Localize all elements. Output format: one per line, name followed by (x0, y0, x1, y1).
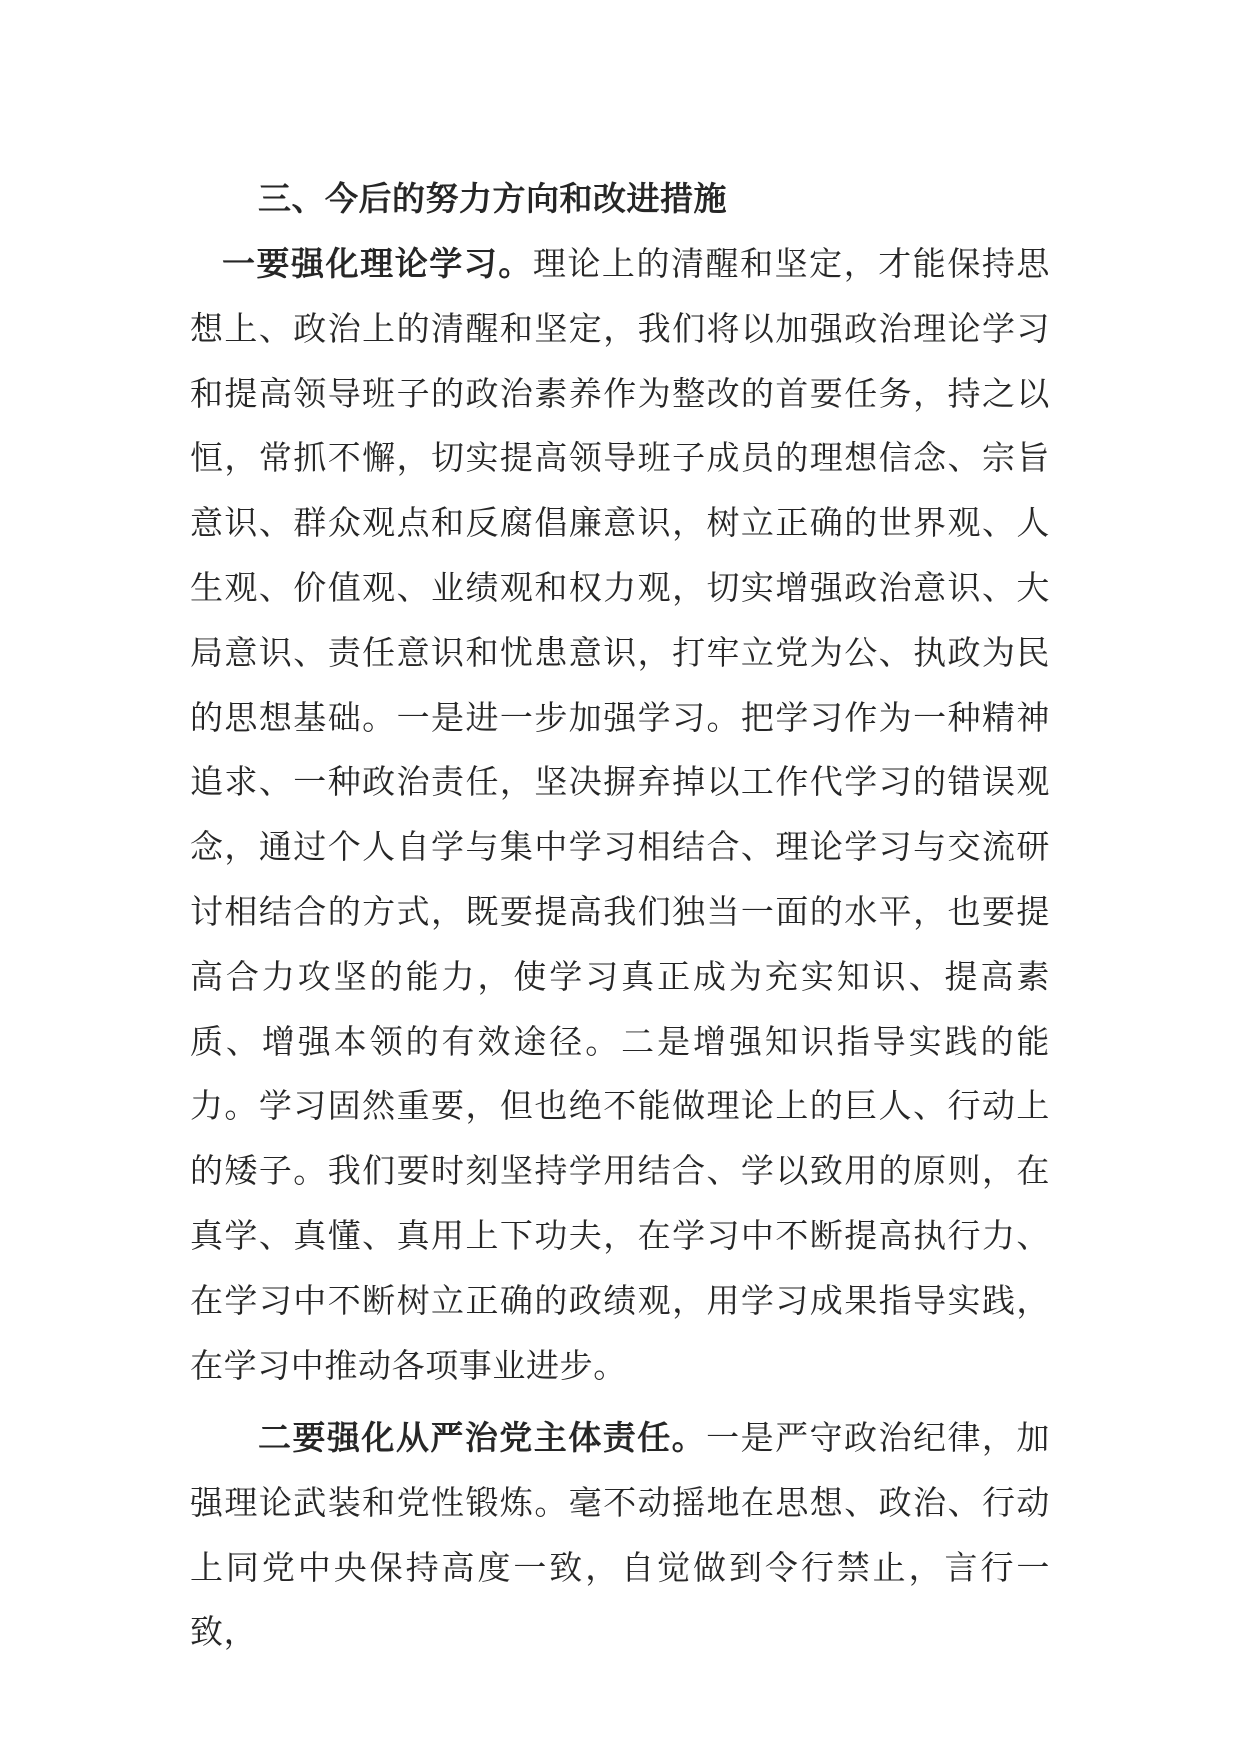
paragraph-2 (190, 1406, 1050, 1665)
paragraph-1-lead: 一要强化理论学习。 (222, 244, 533, 283)
paragraph-1 (190, 232, 1050, 1398)
paragraph-2-text: 一是严守政治纪律，加强理论武装和党性锻炼。毫不动摇地在思想、政治、行动上同党中央保持高度一致，自觉做到令行禁止，言行一致， (190, 1418, 1050, 1652)
section-heading: 三、今后的努力方向和改进措施 (258, 179, 727, 218)
paragraph-2-lead: 二要强化从严治党主体责任。 (258, 1418, 707, 1457)
paragraph-1-text: 理论上的清醒和坚定，才能保持思想上、政治上的清醒和坚定，我们将以加强政治理论学习和提高领导班子的政治素养作为整改的首要任务，持之以恒，常抓不懈，切实提高领导班子成员的理想信念、宗旨意识、群众观点和反腐倡廉意识，树立正确的世界观、人生观、价值观、业绩观和权力观，切实增强政治意识、大局意识、责任意识和忧患意识，打牢立党为公、执政为民的思想基础。一是进一步加强学习。把学习作为一种精神追求、一种政治责任，坚决摒弃掉以工作代学习的错误观念，通过个人自学与集中学习相结合、理论学习与交流研讨相结合的方式，既要提高我们独当一面的水平，也要提高合力攻坚的能力，使学习真正成为充实知识、提高素质、增强本领的有效途径。二是增强知识指导实践的能力。学习固然重要，但也绝不能做理论上的巨人、行动上的矮子。我们要时刻坚持学用结合、学以致用的原则，在真学、真懂、真用上下功夫，在学习中不断提高执行力、在学习中不断树立正确的政绩观，用学习成果指导实践，在学习中推动各项事业进步。 (190, 244, 1051, 1385)
